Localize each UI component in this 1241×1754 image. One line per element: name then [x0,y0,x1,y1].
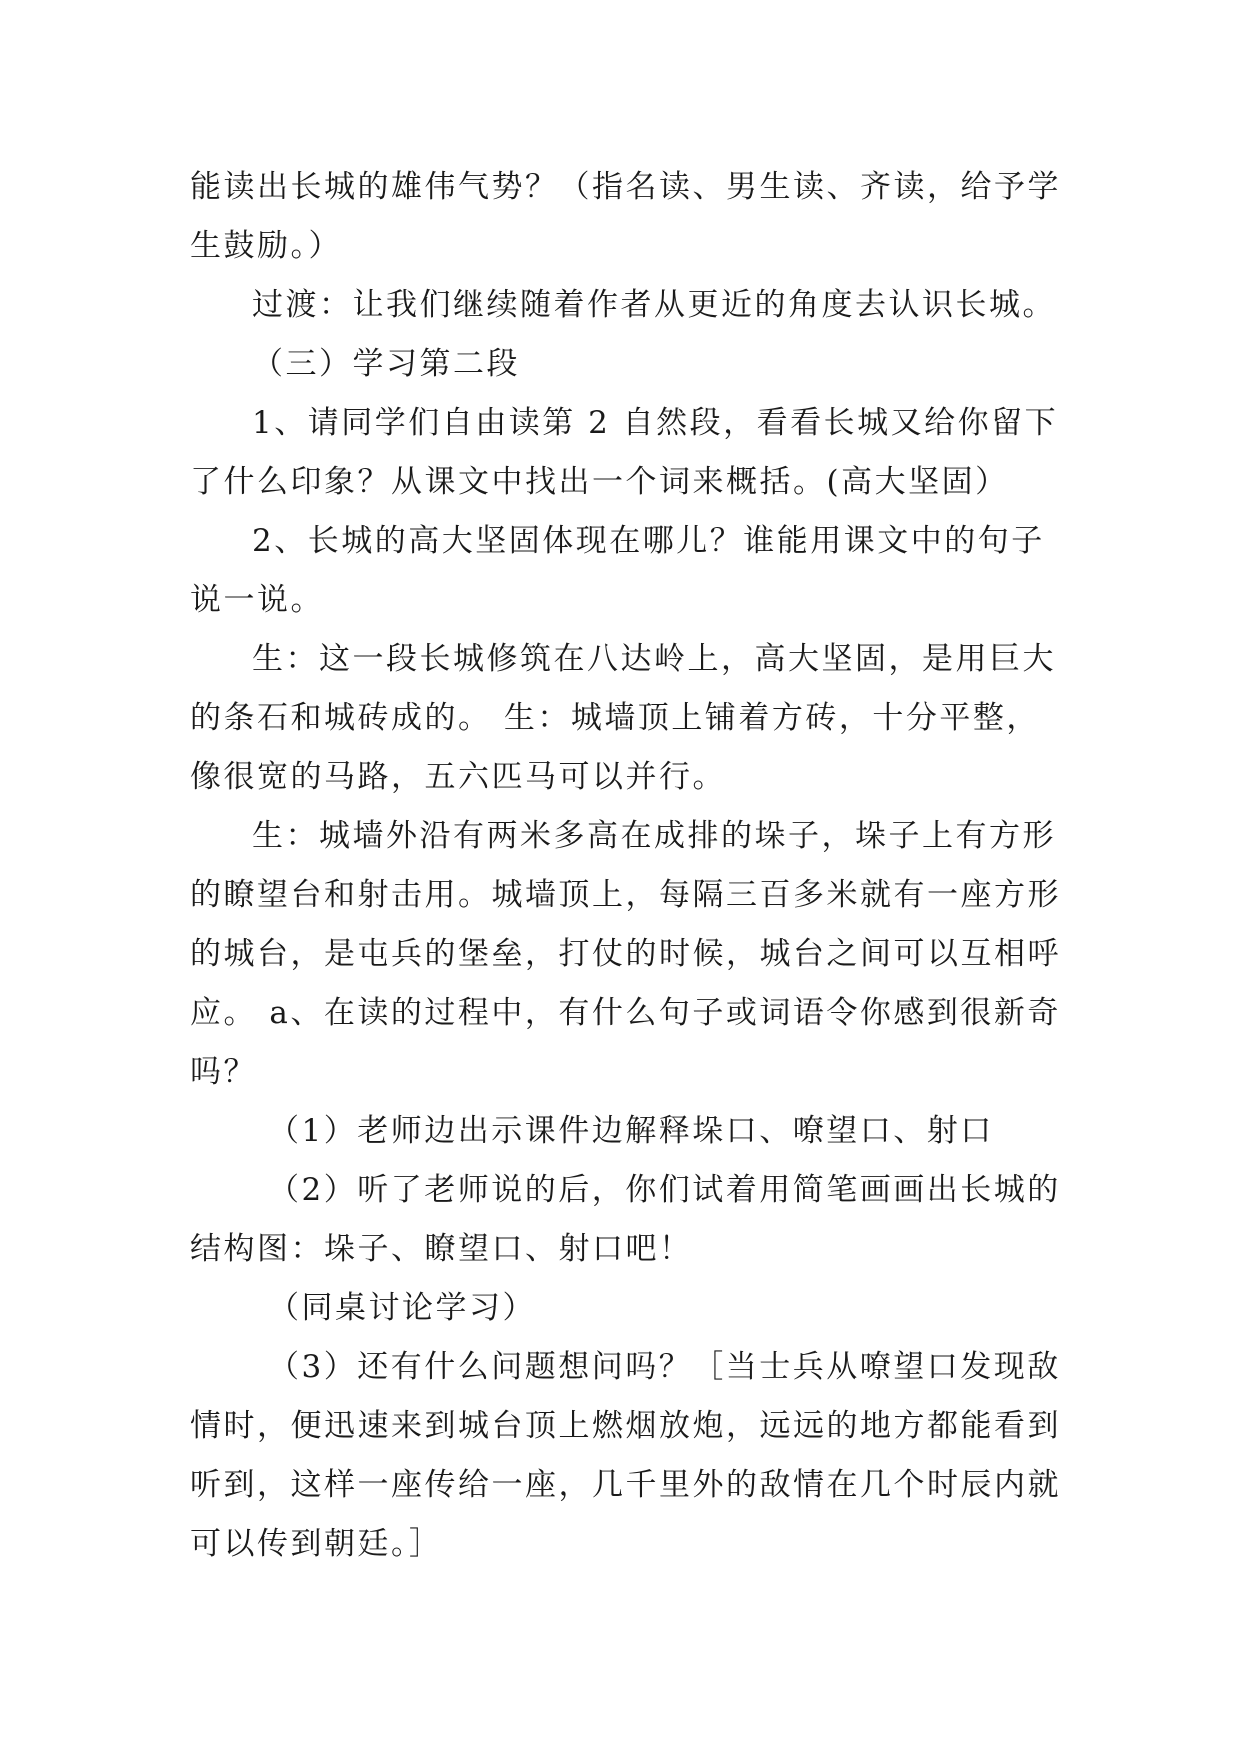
document-page [190,158,1070,1574]
paragraph-step-2: 2、长城的高大坚固体现在哪儿？谁能用课文中的句子说一说。 [190,523,1045,618]
section-heading: （三）学习第二段 [252,346,520,382]
paragraph-item-1: （1）老师边出示课件边解释垛口、嘹望口、射口 [268,1113,994,1149]
paragraph-transition: 过渡：让我们继续随着作者从更近的角度去认识长城。 [252,287,1056,323]
paragraph-student-answer-2: 生：城墙外沿有两米多高在成排的垛子，垛子上有方形的瞭望台和射击用。城墙顶上，每隔三百多米就有一座方形的城台，是屯兵的堡垒，打仗的时候，城台之间可以互相呼应。 a、在读的过程中，有什么句子或词语令你感到很新奇吗？ [190,818,1061,1090]
paragraph-step-1: 1、请同学们自由读第 2 自然段，看看长城又给你留下了什么印象？从课文中找出一个词来概括。(高大坚固） [190,405,1059,500]
paragraph-item-3: （3）还有什么问题想问吗？［当士兵从嘹望口发现敌情时，便迅速来到城台顶上燃烟放炮，远远的地方都能看到听到，这样一座传给一座，几千里外的敌情在几个时辰内就可以传到朝廷。］ [190,1349,1061,1562]
paragraph-desk-discussion: （同桌讨论学习） [268,1290,536,1326]
paragraph-student-answer-1: 生：这一段长城修筑在八达岭上，高大坚固，是用巨大的条石和城砖成的。 生：城墙顶上铺着方砖，十分平整，像很宽的马路，五六匹马可以并行。 [190,641,1056,795]
paragraph-item-2: （2）听了老师说的后，你们试着用简笔画画出长城的结构图：垛子、瞭望口、射口吧！ [190,1172,1061,1267]
paragraph-1: 能读出长城的雄伟气势？（指名读、男生读、齐读，给予学生鼓励。） [190,169,1061,264]
